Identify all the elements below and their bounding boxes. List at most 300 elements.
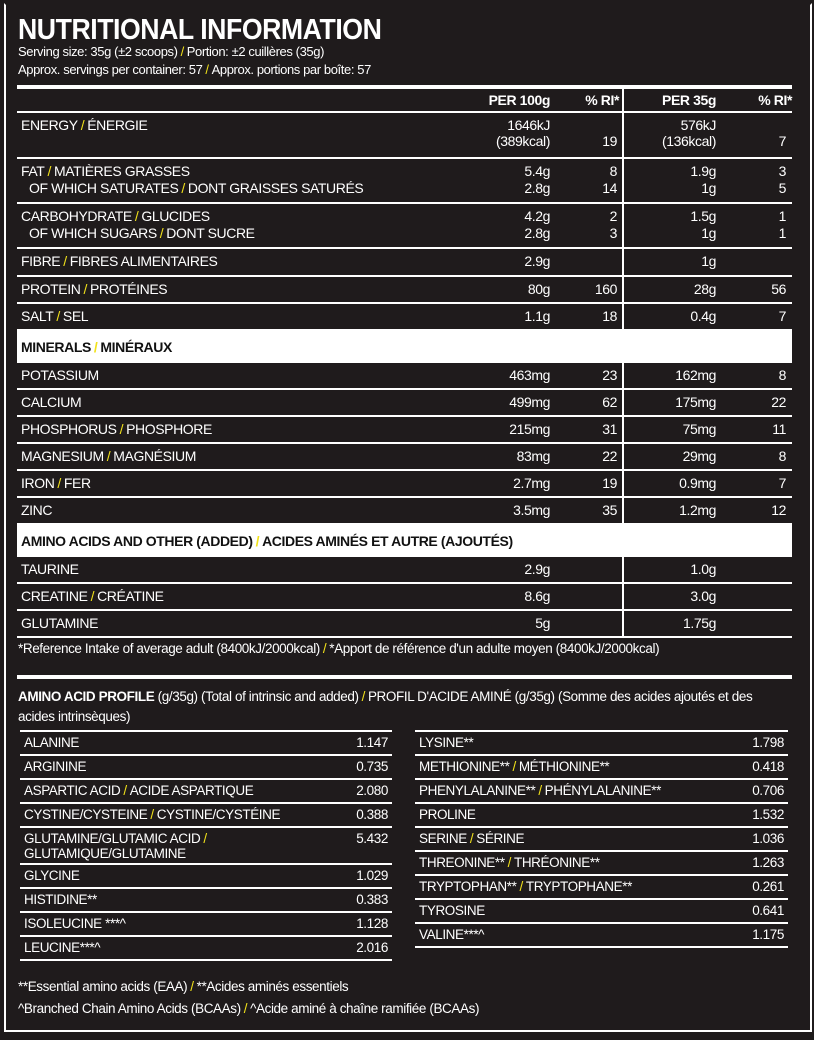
amino-row bbox=[20, 828, 392, 865]
value: 1646kJ (389kcal) bbox=[496, 117, 550, 149]
label-fr: PHÉNYLALANINE** bbox=[544, 783, 661, 798]
column-header: PER 35g bbox=[662, 92, 716, 108]
amino-value: 0.261 bbox=[752, 879, 784, 894]
value-cell bbox=[624, 611, 720, 636]
separator: / bbox=[243, 1001, 248, 1016]
table-row bbox=[17, 417, 792, 444]
separator: / bbox=[180, 44, 184, 59]
nutrient-name bbox=[21, 367, 450, 384]
value: 3 bbox=[609, 225, 617, 241]
separator: / bbox=[203, 831, 207, 846]
value bbox=[554, 615, 617, 632]
label-fr: PHOSPHORE bbox=[126, 421, 212, 437]
separator: / bbox=[469, 831, 474, 846]
label-fr: FER bbox=[63, 475, 91, 491]
nutrition-table bbox=[17, 85, 792, 638]
label-en: ASPARTIC ACID bbox=[24, 783, 121, 798]
nutrient-name bbox=[21, 588, 450, 605]
nutrient-name bbox=[21, 163, 450, 180]
value-cell bbox=[554, 557, 624, 582]
amino-name bbox=[419, 903, 752, 920]
value: 1.5g bbox=[690, 208, 716, 224]
value-cell bbox=[554, 304, 624, 329]
label-en: PROLINE bbox=[419, 807, 476, 822]
serving-size bbox=[18, 44, 324, 59]
label-en: GLUTAMINE bbox=[21, 615, 99, 631]
separator: / bbox=[159, 225, 164, 241]
value: 1g bbox=[701, 225, 716, 241]
value-cell bbox=[624, 113, 720, 157]
amino-name bbox=[24, 892, 356, 909]
amino-name bbox=[24, 783, 356, 800]
divider bbox=[17, 675, 792, 679]
value: 2.8g bbox=[524, 225, 550, 241]
value: 8 bbox=[778, 448, 786, 464]
amino-value: 1.036 bbox=[752, 831, 784, 846]
column-header: % RI* bbox=[758, 92, 792, 108]
value: 5.4g bbox=[524, 163, 550, 179]
label-en: THREONINE** bbox=[419, 855, 505, 870]
value: 11 bbox=[772, 421, 786, 437]
value: 499mg bbox=[509, 394, 550, 410]
value bbox=[720, 253, 786, 270]
value: 35 bbox=[602, 502, 617, 518]
amino-row bbox=[415, 804, 788, 828]
nutrient-label bbox=[17, 363, 454, 388]
label-en: VALINE***^ bbox=[419, 927, 485, 942]
value bbox=[720, 615, 786, 632]
amino-value: 2.016 bbox=[356, 940, 388, 955]
amino-name bbox=[419, 927, 752, 944]
value-cell bbox=[624, 159, 720, 202]
label-en: TRYPTOPHAN** bbox=[419, 879, 517, 894]
amino-value: 0.735 bbox=[356, 759, 388, 774]
label-fr: SÉRINE bbox=[476, 831, 525, 846]
value-cell bbox=[624, 498, 720, 523]
separator: / bbox=[519, 879, 523, 894]
separator: / bbox=[255, 533, 260, 549]
value: 160 bbox=[594, 281, 617, 297]
label-en: TYROSINE bbox=[419, 903, 485, 918]
value-cell bbox=[454, 113, 554, 157]
amino-row bbox=[415, 828, 788, 852]
ref-en: *Reference Intake of average adult (8400kJ/2000kcal) bbox=[18, 641, 320, 656]
label-en: AMINO ACIDS AND OTHER (ADDED) bbox=[21, 533, 253, 549]
value: 1.2mg bbox=[679, 502, 716, 518]
amino-name bbox=[419, 783, 752, 800]
table-row bbox=[17, 277, 792, 304]
label-en: CREATINE bbox=[21, 588, 88, 604]
value-cell bbox=[454, 159, 554, 202]
amino-row bbox=[415, 852, 788, 876]
amino-name bbox=[419, 735, 752, 752]
label-fr: ACIDES AMINÉS ET AUTRE (AJOUTÉS) bbox=[262, 533, 513, 549]
value: 31 bbox=[602, 421, 617, 437]
value-cell bbox=[454, 444, 554, 469]
value-cell bbox=[624, 557, 720, 582]
nutrient-label bbox=[17, 249, 454, 275]
value bbox=[554, 588, 617, 605]
amino-value: 1.532 bbox=[752, 807, 784, 822]
reference-intake-note bbox=[18, 641, 659, 656]
amino-row bbox=[20, 937, 392, 961]
value: 1.9g bbox=[690, 163, 716, 179]
label-en: ^Branched Chain Amino Acids (BCAAs) bbox=[18, 1001, 241, 1016]
value-cell bbox=[624, 444, 720, 469]
value-cell bbox=[720, 557, 792, 582]
value: 1.75g bbox=[682, 615, 716, 631]
label-fr: THRÉONINE** bbox=[513, 855, 600, 870]
value-cell bbox=[624, 363, 720, 388]
value: 7 bbox=[778, 475, 786, 491]
value: 2.7mg bbox=[513, 475, 550, 491]
label-fr: TRYPTOPHANE** bbox=[525, 879, 632, 894]
nutrient-name bbox=[21, 208, 450, 225]
value-cell bbox=[554, 417, 624, 442]
value: 80g bbox=[527, 281, 550, 297]
label-en: PHENYLALANINE** bbox=[419, 783, 536, 798]
label-fr: DONT GRAISSES SATURÉS bbox=[187, 180, 364, 196]
amino-row bbox=[20, 913, 392, 937]
label-en: LYSINE** bbox=[419, 735, 474, 750]
table-row bbox=[17, 498, 792, 525]
value-cell bbox=[454, 417, 554, 442]
amino-row bbox=[415, 900, 788, 924]
value bbox=[554, 253, 617, 270]
value: 3.5mg bbox=[513, 502, 550, 518]
servings-per-container bbox=[18, 62, 371, 77]
value: 83mg bbox=[516, 448, 550, 464]
value: 215mg bbox=[509, 421, 550, 437]
amino-name bbox=[419, 759, 752, 776]
label-en: PROTEIN bbox=[21, 281, 81, 297]
value: 23 bbox=[602, 367, 617, 383]
value-cell bbox=[720, 277, 792, 302]
separator: / bbox=[361, 689, 365, 704]
value-cell bbox=[454, 277, 554, 302]
label-fr: MAGNÉSIUM bbox=[113, 448, 196, 464]
value-cell bbox=[454, 390, 554, 415]
nutrient-name bbox=[21, 281, 450, 298]
value: 8.6g bbox=[524, 588, 550, 604]
value-cell bbox=[554, 204, 624, 247]
column-header: % RI* bbox=[554, 89, 624, 111]
value-cell bbox=[624, 584, 720, 609]
separator: / bbox=[322, 641, 327, 656]
table-row bbox=[17, 204, 792, 249]
label-fr: ACIDE ASPARTIQUE bbox=[129, 783, 254, 798]
value: 22 bbox=[602, 448, 617, 464]
table-row bbox=[17, 159, 792, 204]
label-en: HISTIDINE** bbox=[24, 892, 97, 907]
amino-name bbox=[419, 831, 752, 848]
nutrient-label bbox=[17, 584, 454, 609]
label-en: MAGNESIUM bbox=[21, 448, 104, 464]
amino-row bbox=[415, 924, 788, 948]
section-band bbox=[17, 331, 792, 363]
nutrient-name bbox=[21, 475, 450, 492]
label-en: OF WHICH SUGARS bbox=[29, 225, 157, 241]
value-cell bbox=[720, 471, 792, 496]
label-fr: PROTÉINES bbox=[89, 281, 168, 297]
label-fr: ^Acide aminé à chaîne ramifiée (BCAAs) bbox=[250, 1001, 480, 1016]
value: 5g bbox=[535, 615, 550, 631]
amino-row bbox=[20, 865, 392, 889]
value: 162mg bbox=[675, 367, 716, 383]
table-row bbox=[17, 390, 792, 417]
amino-profile-heading bbox=[18, 687, 778, 727]
amino-name bbox=[419, 879, 752, 896]
nutrient-label bbox=[17, 611, 454, 636]
value-cell bbox=[454, 611, 554, 636]
value: 8 bbox=[778, 367, 786, 383]
value-cell bbox=[720, 159, 792, 202]
value: 4.2g bbox=[524, 208, 550, 224]
value: 1 bbox=[778, 225, 786, 241]
value: 56 bbox=[771, 281, 786, 297]
value: 19 bbox=[602, 133, 617, 149]
page-title: NUTRITIONAL INFORMATION bbox=[18, 14, 382, 46]
nutrient-label bbox=[17, 498, 454, 523]
table-row bbox=[17, 363, 792, 390]
table-header bbox=[17, 89, 792, 113]
amino-row bbox=[20, 732, 392, 756]
amino-name bbox=[419, 807, 752, 824]
table-row bbox=[17, 249, 792, 277]
amino-name bbox=[24, 831, 356, 861]
value-cell bbox=[454, 584, 554, 609]
separator: / bbox=[47, 163, 51, 179]
value-cell bbox=[554, 390, 624, 415]
value: 75mg bbox=[682, 421, 716, 437]
value-cell bbox=[554, 584, 624, 609]
amino-row bbox=[415, 780, 788, 804]
value-cell bbox=[720, 584, 792, 609]
separator: / bbox=[190, 979, 194, 994]
amino-name bbox=[24, 807, 356, 824]
value-cell bbox=[454, 304, 554, 329]
value: 1.0g bbox=[690, 561, 716, 577]
value: 1g bbox=[701, 180, 716, 196]
servings-fr: Approx. portions par boîte: 57 bbox=[211, 62, 371, 77]
amino-value: 0.383 bbox=[356, 892, 388, 907]
value-cell bbox=[720, 304, 792, 329]
separator: / bbox=[90, 588, 95, 604]
value-cell bbox=[720, 390, 792, 415]
serving-fr: Portion: ±2 cuillères (35g) bbox=[186, 44, 325, 59]
table-row bbox=[17, 471, 792, 498]
table-row bbox=[17, 611, 792, 638]
nutrient-name bbox=[21, 502, 450, 519]
label-fr: GLUCIDES bbox=[141, 208, 210, 224]
nutrient-label bbox=[17, 159, 454, 202]
value: 18 bbox=[602, 308, 617, 324]
value-cell bbox=[454, 498, 554, 523]
value-cell bbox=[720, 363, 792, 388]
nutrient-name bbox=[21, 180, 450, 197]
label-fr: MINÉRAUX bbox=[100, 339, 172, 355]
nutrient-label bbox=[17, 304, 454, 329]
value-cell bbox=[720, 611, 792, 636]
footnote bbox=[18, 998, 479, 1020]
nutrient-name bbox=[21, 253, 450, 270]
value-cell bbox=[720, 249, 792, 275]
serving-en: Serving size: 35g (±2 scoops) bbox=[18, 44, 178, 59]
amino-name bbox=[24, 916, 356, 933]
value: 2.8g bbox=[524, 180, 550, 196]
separator: / bbox=[512, 759, 516, 774]
amino-value: 0.641 bbox=[752, 903, 784, 918]
label-en: ZINC bbox=[21, 502, 53, 518]
value: 5 bbox=[778, 180, 786, 196]
label-fr: CRÉATINE bbox=[97, 588, 164, 604]
value bbox=[720, 588, 786, 605]
value: 14 bbox=[602, 180, 617, 196]
value-cell bbox=[454, 557, 554, 582]
label-en: LEUCINE***^ bbox=[24, 940, 101, 955]
label-en: CYSTINE/CYSTEINE bbox=[24, 807, 148, 822]
nutrient-label bbox=[17, 113, 454, 157]
label-en: ARGININE bbox=[24, 759, 87, 774]
value-cell bbox=[554, 611, 624, 636]
nutrient-name bbox=[21, 448, 450, 465]
amino-row bbox=[415, 756, 788, 780]
amino-value: 1.128 bbox=[356, 916, 388, 931]
amino-name bbox=[24, 868, 356, 885]
value: 19 bbox=[602, 475, 617, 491]
separator: / bbox=[106, 448, 111, 464]
label-fr: DONT SUCRE bbox=[166, 225, 255, 241]
separator: / bbox=[150, 807, 154, 822]
amino-value: 1.175 bbox=[752, 927, 784, 942]
amino-value: 1.263 bbox=[752, 855, 784, 870]
label-en: FAT bbox=[21, 163, 45, 179]
value: 3.0g bbox=[690, 588, 716, 604]
amino-value: 1.147 bbox=[356, 735, 388, 750]
value: 1 bbox=[778, 208, 786, 224]
label-en: MINERALS bbox=[21, 339, 91, 355]
amino-row bbox=[415, 732, 788, 756]
value: 7 bbox=[778, 308, 786, 324]
amino-name bbox=[24, 759, 356, 776]
label-en: GLUTAMINE/GLUTAMIC ACID bbox=[24, 831, 201, 846]
amino-profile-en: (g/35g) (Total of intrinsic and added) bbox=[157, 689, 359, 704]
amino-value: 0.388 bbox=[356, 807, 388, 822]
amino-row bbox=[415, 876, 788, 900]
nutrient-name bbox=[21, 561, 450, 578]
value-cell bbox=[554, 249, 624, 275]
value: 175mg bbox=[675, 394, 716, 410]
label-en: ISOLEUCINE ***^ bbox=[24, 916, 126, 931]
value: 463mg bbox=[509, 367, 550, 383]
label-fr: SEL bbox=[62, 308, 89, 324]
value: 2.9g bbox=[524, 253, 550, 269]
amino-name bbox=[419, 855, 752, 872]
label-en: CALCIUM bbox=[21, 394, 82, 410]
value-cell bbox=[454, 204, 554, 247]
footnotes bbox=[18, 976, 479, 1020]
amino-value: 0.706 bbox=[752, 783, 784, 798]
value-cell bbox=[624, 390, 720, 415]
separator: / bbox=[205, 62, 209, 77]
amino-value: 5.432 bbox=[356, 831, 388, 846]
amino-value: 1.029 bbox=[356, 868, 388, 883]
value-cell bbox=[624, 417, 720, 442]
value-cell bbox=[554, 498, 624, 523]
ref-fr: *Apport de référence d'un adulte moyen (8400kJ/2000kcal) bbox=[329, 641, 660, 656]
value bbox=[554, 561, 617, 578]
value-cell bbox=[554, 471, 624, 496]
label-fr: FIBRES ALIMENTAIRES bbox=[69, 253, 218, 269]
separator: / bbox=[507, 855, 511, 870]
label-en: METHIONINE** bbox=[419, 759, 510, 774]
value-cell bbox=[720, 204, 792, 247]
servings-en: Approx. servings per container: 57 bbox=[18, 62, 203, 77]
nutrient-label bbox=[17, 557, 454, 582]
label-fr: GLUTAMIQUE/GLUTAMINE bbox=[24, 846, 186, 861]
amino-table-right bbox=[415, 730, 788, 948]
amino-profile-fr: PROFIL D'ACIDE AMINÉ (g/35g) (Somme des acides ajoutés et des acides intrinsèques) bbox=[18, 689, 753, 724]
label-en: ALANINE bbox=[24, 735, 79, 750]
nutrient-label bbox=[17, 471, 454, 496]
value: 12 bbox=[771, 502, 786, 518]
value-cell bbox=[624, 277, 720, 302]
value-cell bbox=[554, 277, 624, 302]
value-cell bbox=[554, 113, 624, 157]
value: 576kJ (136kcal) bbox=[662, 117, 716, 149]
value: 29mg bbox=[682, 448, 716, 464]
amino-row bbox=[20, 780, 392, 804]
label-en: SERINE bbox=[419, 831, 467, 846]
value: 7 bbox=[778, 133, 786, 149]
label-en: IRON bbox=[21, 475, 55, 491]
label-fr: MÉTHIONINE** bbox=[518, 759, 610, 774]
table-row bbox=[17, 304, 792, 331]
nutrient-name bbox=[21, 117, 450, 134]
label-en: FIBRE bbox=[21, 253, 61, 269]
table-row bbox=[17, 584, 792, 611]
value: 1g bbox=[701, 253, 716, 269]
value-cell bbox=[624, 249, 720, 275]
amino-value: 0.418 bbox=[752, 759, 784, 774]
label-en: ENERGY bbox=[21, 117, 78, 133]
amino-value: 1.798 bbox=[752, 735, 784, 750]
amino-table-left bbox=[20, 730, 392, 961]
value-cell bbox=[554, 159, 624, 202]
amino-name bbox=[24, 735, 356, 752]
label-en: POTASSIUM bbox=[21, 367, 99, 383]
table-row bbox=[17, 557, 792, 584]
separator: / bbox=[93, 339, 98, 355]
value-cell bbox=[720, 113, 792, 157]
value: 0.4g bbox=[690, 308, 716, 324]
nutrient-label bbox=[17, 444, 454, 469]
table-row bbox=[17, 444, 792, 471]
label-fr: ÉNERGIE bbox=[87, 117, 148, 133]
label-en: GLYCINE bbox=[24, 868, 80, 883]
value: 28g bbox=[693, 281, 716, 297]
amino-value: 2.080 bbox=[356, 783, 388, 798]
amino-row bbox=[20, 804, 392, 828]
nutrient-name bbox=[21, 421, 450, 438]
value-cell bbox=[720, 498, 792, 523]
separator: / bbox=[56, 308, 60, 324]
amino-row bbox=[20, 889, 392, 913]
separator: / bbox=[538, 783, 542, 798]
value-cell bbox=[720, 444, 792, 469]
value: 3 bbox=[778, 163, 786, 179]
value: 22 bbox=[771, 394, 786, 410]
